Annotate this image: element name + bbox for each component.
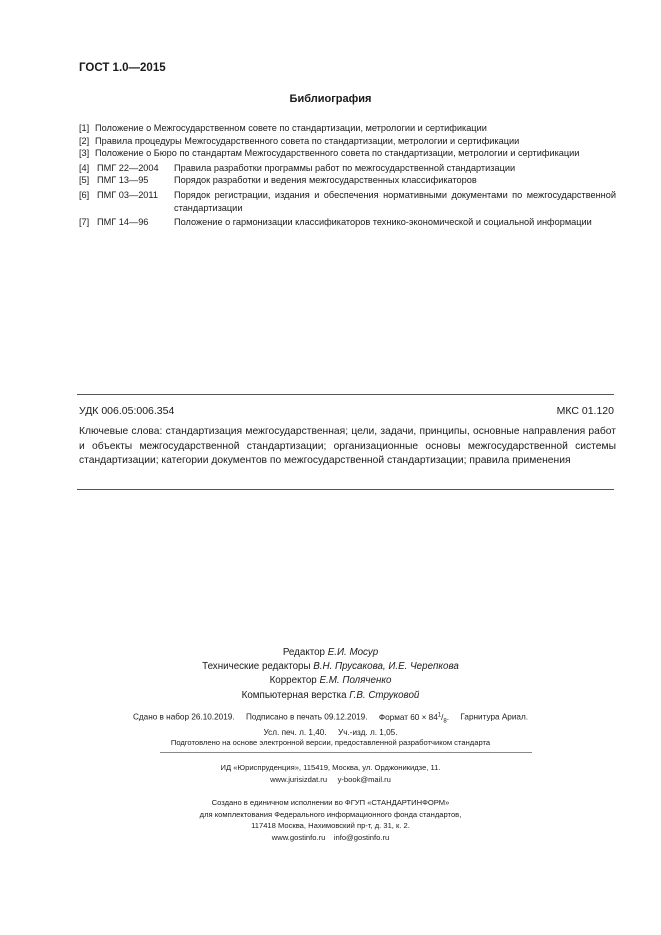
- mks-code: МКС 01.120: [556, 405, 614, 417]
- bibliography-item: [79, 122, 616, 135]
- font-info: Гарнитура Ариал.: [460, 712, 529, 722]
- tech-editors-line: [0, 660, 661, 674]
- bibliography-item-text: Правила процедуры Межгосударственного совета по стандартизации, метрологии и сертификации: [95, 135, 520, 146]
- keywords: Ключевые слова: стандартизация межгосударственная; цели, задачи, принципы, основные направления работ и объекты межгосударственной стандартизации; организационные основы межгосударственной системы стандартизации; категории документов по межгосударственной стандартизации; правила применения: [79, 426, 616, 467]
- credits-block: [0, 646, 661, 703]
- tech-editors-label: Технические редакторы: [202, 661, 311, 673]
- layout-name: Г.В. Струковой: [349, 689, 420, 701]
- bibliography-item-number: [1]: [79, 123, 90, 133]
- bottom-divider: [77, 489, 614, 490]
- bibliography-item-number: [7]: [79, 217, 90, 228]
- set-date: Сдано в набор 26.10.2019.: [132, 712, 235, 722]
- bibliography-item-code: ПМГ 14—96: [97, 217, 149, 228]
- format-numerator: 1: [437, 712, 442, 718]
- bibliography-item-text: Положение о Бюро по стандартам Межгосударственного совета по стандартизации, метрологии и сертификации: [95, 148, 580, 159]
- publisher-block: [0, 762, 661, 785]
- editor-label: Редактор: [282, 647, 325, 658]
- publisher-contacts: [0, 774, 661, 786]
- print-info-line-1: [0, 709, 661, 727]
- bibliography-item-code: ПМГ 22—2004: [97, 162, 159, 173]
- document-header: ГОСТ 1.0—2015: [79, 62, 166, 74]
- bibliography-item-code: ПМГ 13—95: [97, 175, 149, 186]
- editor-line: [0, 646, 661, 660]
- bibliography-item-text: Порядок регистрации, издания и обеспечения нормативными документами по межгосударственной стандартизации: [174, 189, 616, 213]
- corrector-label: Корректор: [269, 675, 317, 687]
- bibliography-item-text: Правила разработки программы работ по межгосударственной стандартизации: [174, 162, 516, 173]
- prepared-note: Подготовлено на основе электронной версии, предоставленной разработчиком стандарта: [170, 738, 491, 747]
- maker-line-3: 117418 Москва, Нахимовский пр-т, д. 31, к. 2.: [251, 821, 410, 831]
- bibliography-item-number: [2]: [79, 135, 90, 146]
- print-sheets: Усл. печ. л. 1,40.: [263, 728, 327, 738]
- print-info: [0, 709, 661, 739]
- bibliography-item: [79, 174, 616, 187]
- note-divider: [160, 752, 532, 753]
- format-denominator: 8: [443, 718, 447, 725]
- top-divider: [77, 394, 614, 395]
- bibliography-title: Библиография: [289, 93, 372, 105]
- publisher-site-link[interactable]: www.jurisizdat.ru: [270, 774, 328, 784]
- bibliography-item: [79, 162, 616, 175]
- bibliography-item-text: Порядок разработки и ведения межгосударственных классификаторов: [174, 175, 477, 186]
- layout-line: [0, 689, 661, 703]
- bibliography-item: [79, 135, 616, 148]
- format: Формат $60 \times 84^1/_8$.: [378, 712, 450, 725]
- maker-line-2: для комплектования Федерального информационного фонда стандартов,: [199, 809, 462, 819]
- bibliography-item-code: ПМГ 03—2011: [97, 189, 158, 200]
- corrector-name: Е.М. Поляченко: [319, 675, 392, 687]
- udk-code: УДК 006.05:006.354: [79, 405, 175, 417]
- bibliography-item-number: [4]: [79, 162, 90, 173]
- bibliography-list: [79, 122, 616, 229]
- maker-line-1: Создано в единичном исполнении во ФГУП «СТАНДАРТИНФОРМ»: [211, 798, 450, 807]
- bibliography-item: [79, 216, 616, 229]
- publisher-email-link[interactable]: y-book@mail.ru: [337, 774, 391, 784]
- maker-site-link[interactable]: www.gostinfo.ru: [271, 832, 326, 842]
- pub-sheets: Уч.-изд. л. 1,05.: [338, 728, 398, 738]
- editor-name: Е.И. Мосур: [327, 647, 379, 658]
- tech-editors-names: В.Н. Прусакова, И.Е. Черепкова: [313, 661, 459, 673]
- bibliography-item-number: [6]: [79, 189, 90, 200]
- bibliography-item-number: [5]: [79, 175, 90, 186]
- format-label: Формат 60 × 84: [378, 712, 438, 722]
- bibliography-item: [79, 147, 616, 160]
- maker-email-link[interactable]: info@gostinfo.ru: [333, 832, 390, 842]
- maker-block: [0, 797, 661, 843]
- bibliography-item-number: [3]: [79, 148, 90, 159]
- maker-contacts: [0, 832, 661, 844]
- bibliography-item: [79, 189, 616, 214]
- bibliography-item-text: Положение о гармонизации классификаторов технико-экономической и социальной информации: [174, 217, 592, 228]
- publisher-address: ИД «Юриспруденция», 115419, Москва, ул. Орджоникидзе, 11.: [220, 763, 441, 772]
- bibliography-item-text: Положение о Межгосударственном совете по стандартизации, метрологии и сертификации: [95, 123, 487, 133]
- sign-date: Подписано в печать 09.12.2019.: [245, 712, 368, 722]
- layout-label: Компьютерная верстка: [241, 689, 347, 701]
- corrector-line: [0, 674, 661, 688]
